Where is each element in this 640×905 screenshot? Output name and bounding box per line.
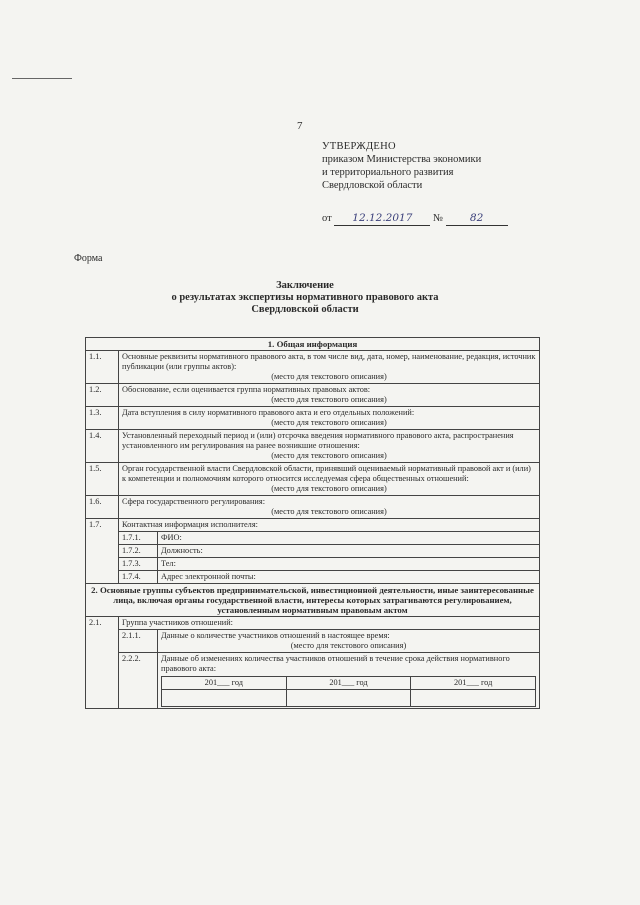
- section-1-title: 1. Общая информация: [86, 338, 540, 351]
- subrow-number: 2.1.1.: [119, 630, 158, 653]
- year-column-3: 201___ год: [411, 677, 536, 690]
- approval-title: УТВЕРЖДЕНО: [322, 141, 396, 152]
- row-text: Обоснование, если оценивается группа нормативных правовых актов:: [122, 385, 371, 394]
- table-row: [86, 532, 540, 545]
- year-column-2: 201___ год: [286, 677, 411, 690]
- subrow-text: Тел:: [158, 558, 540, 571]
- approval-line-2: и территориального развития: [322, 167, 454, 178]
- placeholder-text: (место для текстового описания): [271, 451, 387, 460]
- row-number: 1.4.: [86, 430, 119, 463]
- row-number: 1.3.: [86, 407, 119, 430]
- scan-artifact-line: [12, 78, 72, 79]
- row-content: [119, 351, 540, 384]
- document-title: [100, 280, 510, 316]
- contact-heading: Контактная информация исполнителя:: [119, 519, 540, 532]
- row-text: Орган государственной власти Свердловской области, принявший оцениваемый нормативный правовой акт и (или) к компетенции и полномочиям которого относится исследуемая сфера общественных отношений:: [122, 464, 531, 483]
- row-text: Установленный переходный период и (или) отсрочка введения нормативного правового акта, распространения установленного им регулирования на ранее возникшие отношения:: [122, 431, 514, 450]
- year-value-2: [286, 690, 411, 707]
- conclusion-form-table: [85, 337, 540, 709]
- table-row: [86, 463, 540, 496]
- row-content: [119, 463, 540, 496]
- group-heading: Группа участников отношений:: [119, 617, 540, 630]
- years-table: [161, 676, 536, 707]
- table-row: [86, 496, 540, 519]
- placeholder-text: (место для текстового описания): [271, 395, 387, 404]
- table-row: [86, 617, 540, 630]
- approval-line-1: приказом Министерства экономики: [322, 154, 482, 165]
- row-content: [119, 430, 540, 463]
- year-value-1: [162, 690, 287, 707]
- table-row: [86, 571, 540, 584]
- approval-line-3: Свердловской области: [322, 180, 423, 191]
- subrow-number: 2.2.2.: [119, 653, 158, 709]
- row-number: 1.1.: [86, 351, 119, 384]
- document-title-line-1: Заключение: [276, 280, 334, 291]
- table-row: [86, 519, 540, 532]
- row-text: Сфера государственного регулирования:: [122, 497, 265, 506]
- row-number: 1.5.: [86, 463, 119, 496]
- row-text: Основные реквизиты нормативного правового акта, в том числе вид, дата, номер, наименование, редакция, источник публикации (или группы актов):: [122, 352, 536, 371]
- subrow-text: Данные об изменениях количества участников отношений в течение срока действия нормативного правового акта:: [161, 654, 510, 673]
- row-number: 1.6.: [86, 496, 119, 519]
- row-content: [119, 384, 540, 407]
- placeholder-text: (место для текстового описания): [271, 507, 387, 516]
- handwritten-number: 82: [446, 212, 508, 226]
- subrow-text: ФИО:: [158, 532, 540, 545]
- date-prefix: от: [322, 213, 332, 224]
- table-row: [86, 653, 540, 709]
- subrow-text: Адрес электронной почты:: [158, 571, 540, 584]
- row-number: 1.2.: [86, 384, 119, 407]
- approval-date-line: [322, 212, 508, 226]
- placeholder-text: (место для текстового описания): [290, 641, 407, 650]
- table-row: [86, 407, 540, 430]
- subrow-number: 1.7.3.: [119, 558, 158, 571]
- placeholder-text: (место для текстового описания): [271, 372, 387, 381]
- subrow-content: [158, 653, 540, 709]
- row-number: 1.7.: [86, 519, 119, 584]
- subrow-number: 1.7.2.: [119, 545, 158, 558]
- table-row: [86, 630, 540, 653]
- section-2-title: 2. Основные группы субъектов предпринимательской, инвестиционной деятельности, иные заинтересованные лица, включая органы государственной власти, интересы которых затрагиваются регулированием, установленным нормативным правовым актом: [86, 584, 540, 617]
- table-row: [86, 351, 540, 384]
- number-prefix: №: [432, 213, 443, 224]
- table-row: [86, 384, 540, 407]
- year-column-1: 201___ год: [162, 677, 287, 690]
- row-number: 2.1.: [86, 617, 119, 709]
- placeholder-text: (место для текстового описания): [271, 418, 387, 427]
- form-label: Форма: [74, 253, 103, 264]
- table-row: [86, 545, 540, 558]
- subrow-text: Должность:: [158, 545, 540, 558]
- year-value-3: [411, 690, 536, 707]
- subrow-content: [158, 630, 540, 653]
- table-row: [86, 430, 540, 463]
- subrow-number: 1.7.4.: [119, 571, 158, 584]
- placeholder-text: (место для текстового описания): [271, 484, 387, 493]
- subrow-number: 1.7.1.: [119, 532, 158, 545]
- document-title-line-3: Свердловской области: [251, 304, 359, 315]
- table-row: [86, 558, 540, 571]
- row-content: [119, 496, 540, 519]
- row-content: [119, 407, 540, 430]
- subrow-text: Данные о количестве участников отношений в настоящее время:: [161, 631, 390, 640]
- page-number: 7: [297, 120, 303, 132]
- approval-stamp: [322, 140, 508, 226]
- document-title-line-2: о результатах экспертизы нормативного правового акта: [171, 292, 439, 303]
- handwritten-date: 12.12.2017: [334, 212, 430, 226]
- row-text: Дата вступления в силу нормативного правового акта и его отдельных положений:: [122, 408, 415, 417]
